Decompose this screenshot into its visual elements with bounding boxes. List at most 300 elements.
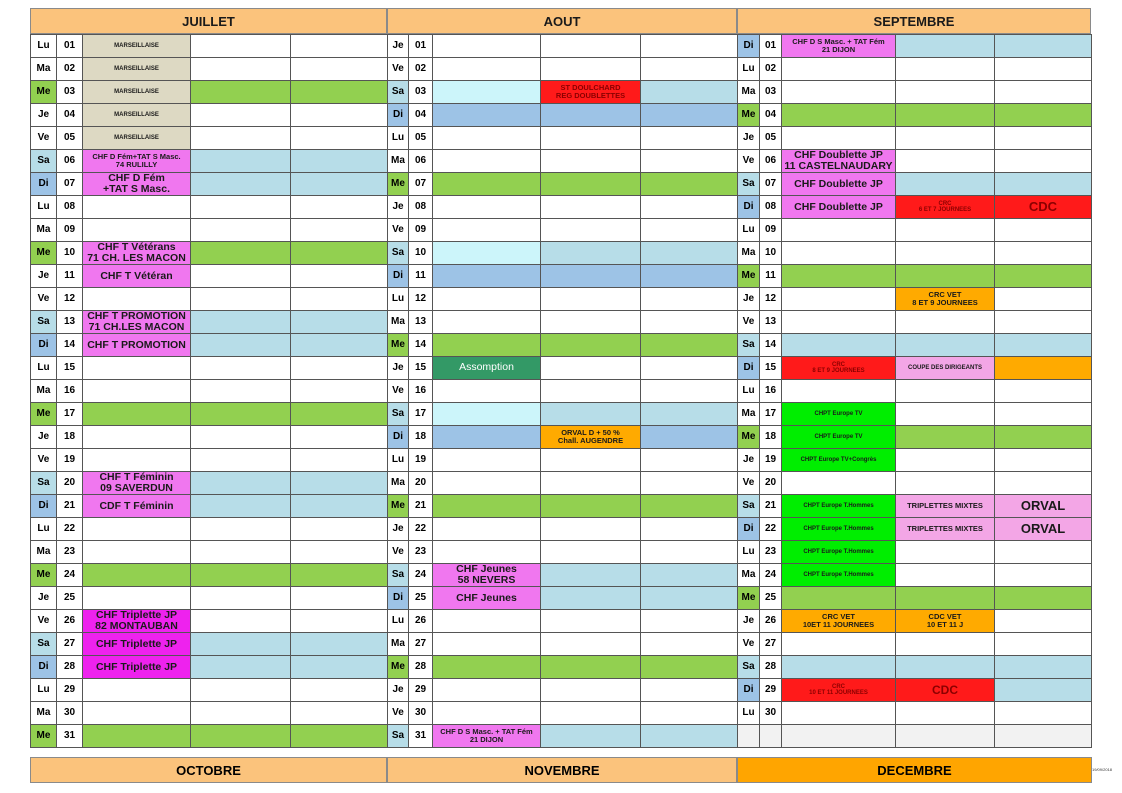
event-cell[interactable] <box>291 518 388 541</box>
event-label: ORVAL <box>1020 521 1066 537</box>
event-cell[interactable] <box>541 426 641 449</box>
event-cell[interactable] <box>191 380 291 403</box>
event-cell[interactable] <box>191 518 291 541</box>
event-cell[interactable] <box>896 656 995 679</box>
event-cell[interactable] <box>641 702 738 725</box>
event-cell[interactable] <box>191 173 291 196</box>
event-cell[interactable] <box>291 150 388 173</box>
day-row <box>738 426 1092 449</box>
event-cell[interactable] <box>191 679 291 702</box>
event-cell[interactable] <box>641 679 738 702</box>
event-cell[interactable] <box>782 196 896 219</box>
event-cell[interactable] <box>782 150 896 173</box>
event-cell[interactable] <box>191 58 291 81</box>
event-cell[interactable] <box>782 127 896 150</box>
event-cell[interactable] <box>191 311 291 334</box>
event-cell[interactable] <box>641 196 738 219</box>
day-row <box>738 288 1092 311</box>
event-cell[interactable] <box>541 449 641 472</box>
event-cell[interactable] <box>995 334 1092 357</box>
event-cell[interactable] <box>896 403 995 426</box>
event-cell[interactable] <box>541 150 641 173</box>
weekday-cell: Ma <box>31 219 57 242</box>
event-cell[interactable] <box>83 541 191 564</box>
event-cell[interactable] <box>291 449 388 472</box>
event-cell[interactable] <box>896 357 995 380</box>
event-cell[interactable] <box>641 334 738 357</box>
event-cell[interactable] <box>995 449 1092 472</box>
event-cell[interactable] <box>83 702 191 725</box>
event-cell[interactable] <box>896 104 995 127</box>
event-cell[interactable] <box>641 541 738 564</box>
day-row <box>738 150 1092 173</box>
event-cell[interactable] <box>191 81 291 104</box>
event-cell[interactable] <box>995 587 1092 610</box>
event-cell[interactable] <box>83 104 191 127</box>
event-cell[interactable] <box>83 403 191 426</box>
event-cell[interactable] <box>896 334 995 357</box>
event-cell[interactable] <box>541 518 641 541</box>
event-cell[interactable] <box>433 633 541 656</box>
event-cell[interactable] <box>995 58 1092 81</box>
event-cell[interactable] <box>782 242 896 265</box>
event-cell[interactable] <box>83 357 191 380</box>
event-cell[interactable] <box>641 495 738 518</box>
event-cell[interactable] <box>541 265 641 288</box>
event-cell[interactable] <box>896 472 995 495</box>
event-cell[interactable] <box>641 449 738 472</box>
event-cell[interactable] <box>782 541 896 564</box>
event-label: CRC VET 8 ET 9 JOURNEES <box>912 290 978 308</box>
event-cell[interactable] <box>896 610 995 633</box>
event-cell[interactable] <box>995 196 1092 219</box>
event-cell[interactable] <box>541 58 641 81</box>
event-cell[interactable] <box>433 150 541 173</box>
event-cell[interactable] <box>782 495 896 518</box>
event-cell[interactable] <box>433 472 541 495</box>
event-cell[interactable] <box>782 656 896 679</box>
event-cell[interactable] <box>641 219 738 242</box>
weekday-cell: Di <box>738 518 760 541</box>
event-cell[interactable] <box>433 564 541 587</box>
event-cell[interactable] <box>541 541 641 564</box>
event-cell[interactable] <box>896 265 995 288</box>
event-cell[interactable] <box>541 81 641 104</box>
event-cell[interactable] <box>191 242 291 265</box>
event-cell[interactable] <box>291 725 388 748</box>
event-cell[interactable] <box>83 334 191 357</box>
event-cell[interactable] <box>782 334 896 357</box>
day-number-cell: 30 <box>760 702 782 725</box>
event-cell[interactable] <box>641 58 738 81</box>
event-cell[interactable] <box>995 518 1092 541</box>
event-cell[interactable] <box>433 679 541 702</box>
event-cell[interactable] <box>782 288 896 311</box>
event-cell[interactable] <box>995 495 1092 518</box>
event-cell[interactable] <box>896 127 995 150</box>
event-cell[interactable] <box>433 426 541 449</box>
event-cell[interactable] <box>83 58 191 81</box>
event-cell[interactable] <box>782 265 896 288</box>
event-cell[interactable] <box>896 679 995 702</box>
event-cell[interactable] <box>191 610 291 633</box>
event-cell[interactable] <box>541 242 641 265</box>
event-cell[interactable] <box>291 656 388 679</box>
event-cell[interactable] <box>896 702 995 725</box>
event-cell[interactable] <box>191 725 291 748</box>
event-cell[interactable] <box>995 81 1092 104</box>
event-cell[interactable] <box>782 679 896 702</box>
event-cell[interactable] <box>896 288 995 311</box>
event-cell[interactable] <box>995 380 1092 403</box>
event-cell[interactable] <box>291 679 388 702</box>
event-cell[interactable] <box>433 518 541 541</box>
event-cell[interactable] <box>291 702 388 725</box>
event-cell[interactable] <box>995 242 1092 265</box>
event-cell[interactable] <box>995 219 1092 242</box>
event-cell[interactable] <box>83 150 191 173</box>
event-cell[interactable] <box>433 127 541 150</box>
event-cell[interactable] <box>641 127 738 150</box>
event-cell[interactable] <box>782 311 896 334</box>
event-cell[interactable] <box>541 656 641 679</box>
event-label: CHPT Europe TV <box>814 410 863 417</box>
event-cell[interactable] <box>191 633 291 656</box>
event-cell[interactable] <box>641 150 738 173</box>
event-cell[interactable] <box>191 426 291 449</box>
event-cell[interactable] <box>291 541 388 564</box>
event-cell[interactable] <box>995 541 1092 564</box>
event-cell[interactable] <box>541 679 641 702</box>
event-cell[interactable] <box>995 311 1092 334</box>
event-cell[interactable] <box>433 610 541 633</box>
event-cell[interactable] <box>541 196 641 219</box>
event-cell[interactable] <box>641 518 738 541</box>
event-cell[interactable] <box>641 426 738 449</box>
event-cell[interactable] <box>191 587 291 610</box>
event-cell[interactable] <box>191 150 291 173</box>
event-cell[interactable] <box>83 610 191 633</box>
event-cell[interactable] <box>995 104 1092 127</box>
event-cell[interactable] <box>433 311 541 334</box>
event-cell[interactable] <box>641 725 738 748</box>
event-cell[interactable] <box>541 104 641 127</box>
event-cell[interactable] <box>433 104 541 127</box>
event-cell[interactable] <box>641 564 738 587</box>
event-cell[interactable] <box>541 311 641 334</box>
event-cell[interactable] <box>641 357 738 380</box>
event-cell[interactable] <box>782 472 896 495</box>
event-cell[interactable] <box>291 311 388 334</box>
event-cell[interactable] <box>83 426 191 449</box>
event-cell[interactable] <box>782 357 896 380</box>
event-cell[interactable] <box>541 35 641 58</box>
event-cell[interactable] <box>782 587 896 610</box>
event-cell[interactable] <box>641 380 738 403</box>
event-cell[interactable] <box>191 357 291 380</box>
event-cell[interactable] <box>641 610 738 633</box>
event-cell[interactable] <box>896 564 995 587</box>
event-cell[interactable] <box>641 403 738 426</box>
event-cell[interactable] <box>995 357 1092 380</box>
event-cell[interactable] <box>541 357 641 380</box>
event-cell[interactable] <box>995 702 1092 725</box>
event-cell[interactable] <box>291 127 388 150</box>
event-cell[interactable] <box>641 173 738 196</box>
event-cell[interactable] <box>995 610 1092 633</box>
event-cell[interactable] <box>83 173 191 196</box>
event-cell[interactable] <box>896 633 995 656</box>
event-cell[interactable] <box>291 173 388 196</box>
event-cell[interactable] <box>83 725 191 748</box>
event-cell[interactable] <box>541 380 641 403</box>
event-cell[interactable] <box>896 311 995 334</box>
event-cell[interactable] <box>641 104 738 127</box>
event-cell[interactable] <box>291 357 388 380</box>
event-cell[interactable] <box>433 380 541 403</box>
event-cell[interactable] <box>782 81 896 104</box>
event-cell[interactable] <box>291 265 388 288</box>
event-cell[interactable] <box>191 35 291 58</box>
event-cell[interactable] <box>995 564 1092 587</box>
event-cell[interactable] <box>896 725 995 748</box>
event-cell[interactable] <box>541 403 641 426</box>
event-cell[interactable] <box>291 633 388 656</box>
event-cell[interactable] <box>83 196 191 219</box>
event-cell[interactable] <box>995 127 1092 150</box>
event-cell[interactable] <box>291 58 388 81</box>
event-cell[interactable] <box>433 288 541 311</box>
event-cell[interactable] <box>191 702 291 725</box>
event-cell[interactable] <box>896 495 995 518</box>
event-cell[interactable] <box>896 587 995 610</box>
event-cell[interactable] <box>83 127 191 150</box>
event-cell[interactable] <box>896 173 995 196</box>
event-cell[interactable] <box>782 219 896 242</box>
event-cell[interactable] <box>541 495 641 518</box>
event-cell[interactable] <box>83 633 191 656</box>
event-cell[interactable] <box>433 449 541 472</box>
event-cell[interactable] <box>541 633 641 656</box>
weekday-cell: Sa <box>738 656 760 679</box>
event-cell[interactable] <box>191 495 291 518</box>
event-cell[interactable] <box>782 725 896 748</box>
event-cell[interactable] <box>541 725 641 748</box>
event-cell[interactable] <box>433 196 541 219</box>
event-cell[interactable] <box>782 518 896 541</box>
event-cell[interactable] <box>896 380 995 403</box>
event-cell[interactable] <box>191 127 291 150</box>
event-cell[interactable] <box>541 587 641 610</box>
event-cell[interactable] <box>782 380 896 403</box>
event-cell[interactable] <box>782 173 896 196</box>
event-cell[interactable] <box>782 564 896 587</box>
event-cell[interactable] <box>433 334 541 357</box>
event-cell[interactable] <box>433 656 541 679</box>
event-cell[interactable] <box>291 35 388 58</box>
event-cell[interactable] <box>433 495 541 518</box>
event-cell[interactable] <box>83 35 191 58</box>
event-cell[interactable] <box>291 403 388 426</box>
event-cell[interactable] <box>896 58 995 81</box>
event-cell[interactable] <box>83 679 191 702</box>
event-cell[interactable] <box>995 265 1092 288</box>
event-cell[interactable] <box>83 472 191 495</box>
event-cell[interactable] <box>782 633 896 656</box>
event-cell[interactable] <box>291 196 388 219</box>
event-cell[interactable] <box>541 288 641 311</box>
event-cell[interactable] <box>291 426 388 449</box>
event-cell[interactable] <box>291 219 388 242</box>
event-cell[interactable] <box>191 541 291 564</box>
weekday-cell: Ma <box>738 564 760 587</box>
event-cell[interactable] <box>896 150 995 173</box>
event-cell[interactable] <box>291 81 388 104</box>
day-row <box>31 265 388 288</box>
event-cell[interactable] <box>83 311 191 334</box>
event-cell[interactable] <box>782 610 896 633</box>
event-cell[interactable] <box>291 495 388 518</box>
day-row <box>31 173 388 196</box>
event-cell[interactable] <box>433 219 541 242</box>
event-cell[interactable] <box>191 472 291 495</box>
event-cell[interactable] <box>782 403 896 426</box>
event-cell[interactable] <box>291 288 388 311</box>
event-cell[interactable] <box>896 196 995 219</box>
event-cell[interactable] <box>641 242 738 265</box>
event-cell[interactable] <box>995 35 1092 58</box>
event-cell[interactable] <box>433 541 541 564</box>
event-cell[interactable] <box>995 150 1092 173</box>
event-cell[interactable] <box>83 242 191 265</box>
day-row <box>388 725 738 748</box>
event-cell[interactable] <box>896 541 995 564</box>
event-cell[interactable] <box>541 173 641 196</box>
event-cell[interactable] <box>896 81 995 104</box>
event-label: CHF D S Masc. + TAT Fém 21 DIJON <box>440 727 533 745</box>
event-cell[interactable] <box>541 564 641 587</box>
event-cell[interactable] <box>641 288 738 311</box>
event-cell[interactable] <box>291 610 388 633</box>
event-cell[interactable] <box>83 564 191 587</box>
event-cell[interactable] <box>641 587 738 610</box>
event-cell[interactable] <box>291 380 388 403</box>
event-cell[interactable] <box>641 656 738 679</box>
event-cell[interactable] <box>995 656 1092 679</box>
event-cell[interactable] <box>433 403 541 426</box>
event-cell[interactable] <box>433 81 541 104</box>
event-cell[interactable] <box>896 242 995 265</box>
event-cell[interactable] <box>995 679 1092 702</box>
event-cell[interactable] <box>995 288 1092 311</box>
event-cell[interactable] <box>191 449 291 472</box>
event-cell[interactable] <box>83 265 191 288</box>
event-cell[interactable] <box>191 656 291 679</box>
event-cell[interactable] <box>896 449 995 472</box>
event-cell[interactable] <box>995 173 1092 196</box>
event-cell[interactable] <box>641 633 738 656</box>
event-cell[interactable] <box>291 587 388 610</box>
day-number-cell: 07 <box>760 173 782 196</box>
event-cell[interactable] <box>782 702 896 725</box>
weekday-cell: Sa <box>31 150 57 173</box>
event-cell[interactable] <box>191 564 291 587</box>
event-cell[interactable] <box>433 35 541 58</box>
event-cell[interactable] <box>995 472 1092 495</box>
event-cell[interactable] <box>896 518 995 541</box>
event-cell[interactable] <box>433 265 541 288</box>
event-cell[interactable] <box>83 656 191 679</box>
event-cell[interactable] <box>83 449 191 472</box>
event-cell[interactable] <box>83 518 191 541</box>
event-cell[interactable] <box>433 725 541 748</box>
event-cell[interactable] <box>291 472 388 495</box>
event-cell[interactable] <box>191 196 291 219</box>
event-cell[interactable] <box>191 219 291 242</box>
event-cell[interactable] <box>541 127 641 150</box>
event-cell[interactable] <box>191 104 291 127</box>
event-cell[interactable] <box>541 702 641 725</box>
event-cell[interactable] <box>433 173 541 196</box>
event-cell[interactable] <box>191 403 291 426</box>
event-label: Assomption <box>459 361 514 374</box>
event-cell[interactable] <box>782 104 896 127</box>
event-cell[interactable] <box>896 35 995 58</box>
event-cell[interactable] <box>782 449 896 472</box>
event-cell[interactable] <box>641 472 738 495</box>
event-cell[interactable] <box>191 265 291 288</box>
event-cell[interactable] <box>641 311 738 334</box>
event-label: CDC <box>1028 199 1058 215</box>
day-row <box>31 449 388 472</box>
event-cell[interactable] <box>291 242 388 265</box>
event-cell[interactable] <box>995 426 1092 449</box>
event-cell[interactable] <box>191 334 291 357</box>
event-cell[interactable] <box>641 81 738 104</box>
event-cell[interactable] <box>641 265 738 288</box>
event-cell[interactable] <box>541 334 641 357</box>
event-cell[interactable] <box>191 288 291 311</box>
event-cell[interactable] <box>782 426 896 449</box>
event-cell[interactable] <box>83 288 191 311</box>
event-cell[interactable] <box>896 426 995 449</box>
event-cell[interactable] <box>782 58 896 81</box>
event-cell[interactable] <box>995 633 1092 656</box>
event-cell[interactable] <box>291 564 388 587</box>
event-cell[interactable] <box>896 219 995 242</box>
event-cell[interactable] <box>433 702 541 725</box>
event-cell[interactable] <box>433 357 541 380</box>
event-cell[interactable] <box>641 35 738 58</box>
event-cell[interactable] <box>433 242 541 265</box>
month-grid <box>387 34 738 748</box>
event-cell[interactable] <box>541 610 641 633</box>
event-cell[interactable] <box>433 58 541 81</box>
event-cell[interactable] <box>291 334 388 357</box>
event-cell[interactable] <box>995 725 1092 748</box>
event-cell[interactable] <box>83 495 191 518</box>
event-cell[interactable] <box>541 472 641 495</box>
event-cell[interactable] <box>541 219 641 242</box>
event-cell[interactable] <box>995 403 1092 426</box>
event-cell[interactable] <box>782 35 896 58</box>
event-cell[interactable] <box>291 104 388 127</box>
event-cell[interactable] <box>83 219 191 242</box>
event-cell[interactable] <box>83 587 191 610</box>
event-cell[interactable] <box>83 81 191 104</box>
event-cell[interactable] <box>83 380 191 403</box>
event-cell[interactable] <box>433 587 541 610</box>
